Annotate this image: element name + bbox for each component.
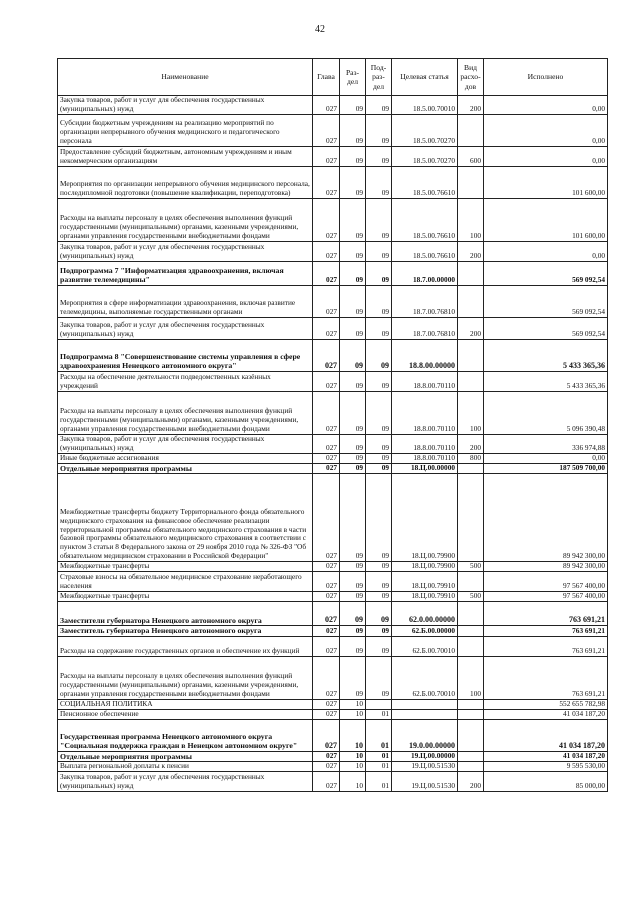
cell-target: 19.Ц.00.00000	[392, 751, 458, 762]
cell-subsection: 01	[366, 772, 392, 792]
cell-chapter: 027	[313, 474, 340, 562]
cell-section: 10	[340, 762, 366, 772]
table-row	[58, 772, 608, 792]
header-name: Наименование	[58, 59, 313, 96]
cell-subsection: 09	[366, 114, 392, 146]
cell-name: Закупка товаров, работ и услуг для обеспечения государственных (муниципальных) нужд	[58, 241, 313, 261]
cell-target: 18.8.00.00000	[392, 339, 458, 371]
cell-executed: 187 509 700,00	[484, 463, 608, 474]
cell-section: 09	[340, 198, 366, 241]
cell-expense-type	[458, 463, 484, 474]
cell-executed: 89 942 300,00	[484, 562, 608, 572]
cell-section: 10	[340, 719, 366, 751]
cell-expense-type	[458, 719, 484, 751]
table-row	[58, 719, 608, 751]
cell-subsection: 09	[366, 592, 392, 602]
cell-section: 09	[340, 562, 366, 572]
cell-section: 09	[340, 592, 366, 602]
cell-section: 09	[340, 285, 366, 317]
cell-name: Закупка товаров, работ и услуг для обеспечения государственных (муниципальных) нужд	[58, 434, 313, 453]
cell-name: Подпрограмма 7 "Информатизация здравоохранения, включая развитие телемедицины"	[58, 261, 313, 285]
cell-executed: 763 691,21	[484, 602, 608, 626]
table-row	[58, 592, 608, 602]
cell-expense-type: 500	[458, 592, 484, 602]
cell-name: Межбюджетные трансферты	[58, 562, 313, 572]
table-row	[58, 572, 608, 592]
cell-executed: 569 092,54	[484, 285, 608, 317]
cell-executed: 0,00	[484, 114, 608, 146]
cell-section: 09	[340, 572, 366, 592]
header-executed: Исполнено	[484, 59, 608, 96]
cell-target: 18.8.00.70110	[392, 391, 458, 434]
cell-name: СОЦИАЛЬНАЯ ПОЛИТИКА	[58, 699, 313, 709]
header-section: Раз-дел	[340, 59, 366, 96]
cell-expense-type: 800	[458, 453, 484, 463]
cell-target: 19.0.00.00000	[392, 719, 458, 751]
cell-name: Страховые взносы на обязательное медицинское страхование неработающего населения	[58, 572, 313, 592]
cell-name: Отдельные мероприятия программы	[58, 463, 313, 474]
cell-target	[392, 699, 458, 709]
table-row	[58, 762, 608, 772]
cell-name: Заместитель губернатора Ненецкого автономного округа	[58, 626, 313, 637]
cell-executed: 336 974,88	[484, 434, 608, 453]
cell-section: 09	[340, 114, 366, 146]
table-row	[58, 317, 608, 339]
cell-target	[392, 709, 458, 719]
table-row	[58, 699, 608, 709]
cell-target: 19.Ц.00.51530	[392, 772, 458, 792]
cell-executed: 0,00	[484, 96, 608, 115]
cell-target: 62.0.00.00000	[392, 602, 458, 626]
cell-expense-type	[458, 751, 484, 762]
cell-expense-type	[458, 626, 484, 637]
cell-name: Мероприятия по организации непрерывного обучения медицинского персонала, последипломной подготовки (повышение квалификации, переподготовка)	[58, 166, 313, 198]
cell-expense-type	[458, 166, 484, 198]
cell-subsection: 09	[366, 371, 392, 391]
cell-target: 18.8.00.70110	[392, 434, 458, 453]
cell-chapter: 027	[313, 241, 340, 261]
table-header-row	[58, 59, 608, 96]
cell-executed: 0,00	[484, 453, 608, 463]
cell-expense-type	[458, 261, 484, 285]
cell-chapter: 027	[313, 114, 340, 146]
cell-chapter: 027	[313, 751, 340, 762]
table-row	[58, 562, 608, 572]
cell-section: 09	[340, 371, 366, 391]
cell-chapter: 027	[313, 562, 340, 572]
cell-name: Иные бюджетные ассигнования	[58, 453, 313, 463]
cell-section: 10	[340, 772, 366, 792]
budget-table	[57, 58, 608, 792]
cell-executed: 5 433 365,36	[484, 371, 608, 391]
cell-chapter: 027	[313, 166, 340, 198]
cell-target: 18.7.00.00000	[392, 261, 458, 285]
cell-name: Закупка товаров, работ и услуг для обеспечения государственных (муниципальных) нужд	[58, 317, 313, 339]
table-row	[58, 636, 608, 656]
cell-subsection: 09	[366, 198, 392, 241]
cell-target: 62.Б.00.70010	[392, 636, 458, 656]
cell-chapter: 027	[313, 96, 340, 115]
cell-chapter: 027	[313, 198, 340, 241]
cell-chapter: 027	[313, 699, 340, 709]
cell-subsection: 09	[366, 241, 392, 261]
cell-subsection: 09	[366, 636, 392, 656]
cell-executed: 5 096 390,48	[484, 391, 608, 434]
cell-subsection: 09	[366, 656, 392, 699]
cell-executed: 0,00	[484, 146, 608, 166]
cell-executed: 101 600,00	[484, 166, 608, 198]
cell-subsection: 09	[366, 434, 392, 453]
cell-executed: 85 000,00	[484, 772, 608, 792]
cell-target: 18.7.00.76810	[392, 285, 458, 317]
cell-chapter: 027	[313, 371, 340, 391]
cell-chapter: 027	[313, 572, 340, 592]
table-row	[58, 285, 608, 317]
cell-subsection: 09	[366, 562, 392, 572]
cell-expense-type	[458, 572, 484, 592]
cell-section: 09	[340, 656, 366, 699]
table-row	[58, 241, 608, 261]
table-row	[58, 434, 608, 453]
cell-name: Государственная программа Ненецкого автономного округа "Социальная поддержка граждан в Ненецком автономном округе"	[58, 719, 313, 751]
cell-subsection: 01	[366, 719, 392, 751]
cell-chapter: 027	[313, 636, 340, 656]
table-row	[58, 656, 608, 699]
cell-chapter: 027	[313, 772, 340, 792]
cell-target: 18.5.00.76610	[392, 166, 458, 198]
cell-section: 09	[340, 434, 366, 453]
cell-chapter: 027	[313, 391, 340, 434]
table-row	[58, 261, 608, 285]
table-row	[58, 474, 608, 562]
cell-target: 18.Ц.00.79910	[392, 592, 458, 602]
table-row	[58, 602, 608, 626]
table-row	[58, 391, 608, 434]
table-row	[58, 96, 608, 115]
cell-section: 10	[340, 699, 366, 709]
table-row	[58, 463, 608, 474]
cell-target: 18.Ц.00.00000	[392, 463, 458, 474]
cell-executed: 569 092,54	[484, 317, 608, 339]
table-row	[58, 709, 608, 719]
cell-name: Межбюджетные трансферты бюджету Территориального фонда обязательного медицинского страхования на финансовое обеспечение реализации территориальной программы обязательного медицинского страхования в части базовой программы обязательного медицинского страхования в соответствии с пунктом 3 статьи 8 Федерального закона от 29 ноября 2010 года № 326-ФЗ "Об обязательном медицинском страховании в Российской Федерации"	[58, 474, 313, 562]
cell-subsection: 09	[366, 261, 392, 285]
cell-section: 09	[340, 339, 366, 371]
cell-name: Расходы на выплаты персоналу в целях обеспечения выполнения функций государственными (муниципальными) органами, казенными учреждениями, органами управления государственными внебюджетными фондами	[58, 198, 313, 241]
cell-expense-type: 100	[458, 198, 484, 241]
cell-chapter: 027	[313, 762, 340, 772]
cell-name: Расходы на выплаты персоналу в целях обеспечения выполнения функций государственными (муниципальными) органами, казенными учреждениями, органами управления государственными внебюджетными фондами	[58, 391, 313, 434]
cell-executed: 569 092,54	[484, 261, 608, 285]
cell-subsection: 09	[366, 166, 392, 198]
cell-name: Расходы на содержание государственных органов и обеспечение их функций	[58, 636, 313, 656]
cell-subsection: 09	[366, 96, 392, 115]
cell-expense-type: 200	[458, 96, 484, 115]
cell-chapter: 027	[313, 709, 340, 719]
cell-subsection: 09	[366, 453, 392, 463]
cell-expense-type	[458, 602, 484, 626]
cell-chapter: 027	[313, 285, 340, 317]
cell-target: 18.5.00.70270	[392, 114, 458, 146]
cell-subsection: 09	[366, 572, 392, 592]
cell-name: Пенсионное обеспечение	[58, 709, 313, 719]
cell-section: 09	[340, 463, 366, 474]
cell-expense-type: 100	[458, 656, 484, 699]
cell-expense-type	[458, 285, 484, 317]
cell-chapter: 027	[313, 592, 340, 602]
cell-name: Субсидии бюджетным учреждениям на реализацию мероприятий по организации непрерывного обучения медицинского и педагогического персонала	[58, 114, 313, 146]
cell-executed: 41 034 187,20	[484, 751, 608, 762]
cell-subsection: 09	[366, 463, 392, 474]
cell-executed: 97 567 400,00	[484, 572, 608, 592]
cell-chapter: 027	[313, 656, 340, 699]
cell-target: 18.5.00.70010	[392, 96, 458, 115]
cell-expense-type: 200	[458, 241, 484, 261]
cell-section: 09	[340, 261, 366, 285]
cell-subsection: 01	[366, 762, 392, 772]
cell-name: Отдельные мероприятия программы	[58, 751, 313, 762]
cell-expense-type	[458, 114, 484, 146]
cell-executed: 9 595 530,00	[484, 762, 608, 772]
cell-name: Расходы на обеспечение деятельности подведомственных казённых учреждений	[58, 371, 313, 391]
cell-section: 09	[340, 146, 366, 166]
cell-subsection: 09	[366, 339, 392, 371]
cell-chapter: 027	[313, 146, 340, 166]
cell-expense-type: 500	[458, 562, 484, 572]
cell-expense-type	[458, 709, 484, 719]
cell-expense-type: 100	[458, 391, 484, 434]
cell-target: 19.Ц.00.51530	[392, 762, 458, 772]
cell-executed: 97 567 400,00	[484, 592, 608, 602]
cell-executed: 89 942 300,00	[484, 474, 608, 562]
cell-target: 18.5.00.76610	[392, 198, 458, 241]
cell-target: 18.7.00.76810	[392, 317, 458, 339]
table-row	[58, 339, 608, 371]
cell-section: 10	[340, 751, 366, 762]
cell-target: 18.5.00.70270	[392, 146, 458, 166]
cell-subsection: 01	[366, 709, 392, 719]
cell-executed: 5 433 365,36	[484, 339, 608, 371]
cell-executed: 41 034 187,20	[484, 719, 608, 751]
cell-name: Закупка товаров, работ и услуг для обеспечения государственных (муниципальных) нужд	[58, 772, 313, 792]
cell-subsection	[366, 699, 392, 709]
cell-chapter: 027	[313, 453, 340, 463]
cell-name: Мероприятия в сфере информатизации здравоохранения, включая развитие телемедицины, выполняемые государственными органами	[58, 285, 313, 317]
cell-section: 09	[340, 453, 366, 463]
cell-section: 09	[340, 602, 366, 626]
cell-subsection: 09	[366, 285, 392, 317]
cell-executed: 763 691,21	[484, 626, 608, 637]
cell-expense-type	[458, 474, 484, 562]
cell-section: 09	[340, 474, 366, 562]
cell-target: 62.Б.00.00000	[392, 626, 458, 637]
table-row	[58, 371, 608, 391]
table-row	[58, 198, 608, 241]
cell-expense-type	[458, 699, 484, 709]
cell-target: 18.5.00.76610	[392, 241, 458, 261]
header-target: Целевая статья	[392, 59, 458, 96]
cell-section: 09	[340, 241, 366, 261]
table-row	[58, 146, 608, 166]
cell-expense-type	[458, 371, 484, 391]
table-row	[58, 453, 608, 463]
cell-section: 09	[340, 626, 366, 637]
cell-executed: 101 600,00	[484, 198, 608, 241]
cell-target: 18.Ц.00.79900	[392, 562, 458, 572]
cell-name: Расходы на выплаты персоналу в целях обеспечения выполнения функций государственными (муниципальными) органами, казенными учреждениями, органами управления государственными внебюджетными фондами	[58, 656, 313, 699]
cell-subsection: 09	[366, 317, 392, 339]
cell-section: 10	[340, 709, 366, 719]
table-row	[58, 166, 608, 198]
cell-expense-type: 200	[458, 772, 484, 792]
cell-subsection: 09	[366, 602, 392, 626]
cell-target: 18.8.00.70110	[392, 453, 458, 463]
cell-expense-type: 200	[458, 434, 484, 453]
cell-chapter: 027	[313, 463, 340, 474]
cell-subsection: 09	[366, 626, 392, 637]
cell-executed: 763 691,21	[484, 636, 608, 656]
cell-name: Подпрограмма 8 "Совершенствование системы управления в сфере здравоохранения Ненецкого автономного округа"	[58, 339, 313, 371]
cell-executed: 763 691,21	[484, 656, 608, 699]
cell-section: 09	[340, 636, 366, 656]
cell-section: 09	[340, 96, 366, 115]
cell-executed: 552 655 782,98	[484, 699, 608, 709]
cell-expense-type	[458, 339, 484, 371]
header-chapter: Глава	[313, 59, 340, 96]
cell-target: 18.Ц.00.79910	[392, 572, 458, 592]
cell-target: 18.8.00.70110	[392, 371, 458, 391]
cell-chapter: 027	[313, 434, 340, 453]
page-number: 42	[315, 24, 325, 35]
cell-chapter: 027	[313, 261, 340, 285]
header-expense-type: Вид расхо-дов	[458, 59, 484, 96]
table-row	[58, 626, 608, 637]
cell-chapter: 027	[313, 602, 340, 626]
header-subsection: Под-раз-дел	[366, 59, 392, 96]
cell-subsection: 09	[366, 391, 392, 434]
cell-subsection: 01	[366, 751, 392, 762]
cell-executed: 0,00	[484, 241, 608, 261]
cell-section: 09	[340, 166, 366, 198]
table-row	[58, 114, 608, 146]
cell-target: 62.Б.00.70010	[392, 656, 458, 699]
cell-expense-type	[458, 762, 484, 772]
cell-name: Закупка товаров, работ и услуг для обеспечения государственных (муниципальных) нужд	[58, 96, 313, 115]
cell-section: 09	[340, 317, 366, 339]
table-row	[58, 751, 608, 762]
cell-name: Межбюджетные трансферты	[58, 592, 313, 602]
cell-name: Выплата региональной доплаты к пенсии	[58, 762, 313, 772]
cell-expense-type: 200	[458, 317, 484, 339]
cell-section: 09	[340, 391, 366, 434]
cell-chapter: 027	[313, 317, 340, 339]
cell-chapter: 027	[313, 339, 340, 371]
cell-target: 18.Ц.00.79900	[392, 474, 458, 562]
cell-expense-type	[458, 636, 484, 656]
cell-expense-type: 600	[458, 146, 484, 166]
cell-name: Заместители губернатора Ненецкого автономного округа	[58, 602, 313, 626]
cell-chapter: 027	[313, 719, 340, 751]
cell-name: Предоставление субсидий бюджетным, автономным учреждениям и иным некоммерческим организациям	[58, 146, 313, 166]
table-body	[58, 96, 608, 792]
cell-chapter: 027	[313, 626, 340, 637]
cell-executed: 41 034 187,20	[484, 709, 608, 719]
cell-subsection: 09	[366, 474, 392, 562]
cell-subsection: 09	[366, 146, 392, 166]
